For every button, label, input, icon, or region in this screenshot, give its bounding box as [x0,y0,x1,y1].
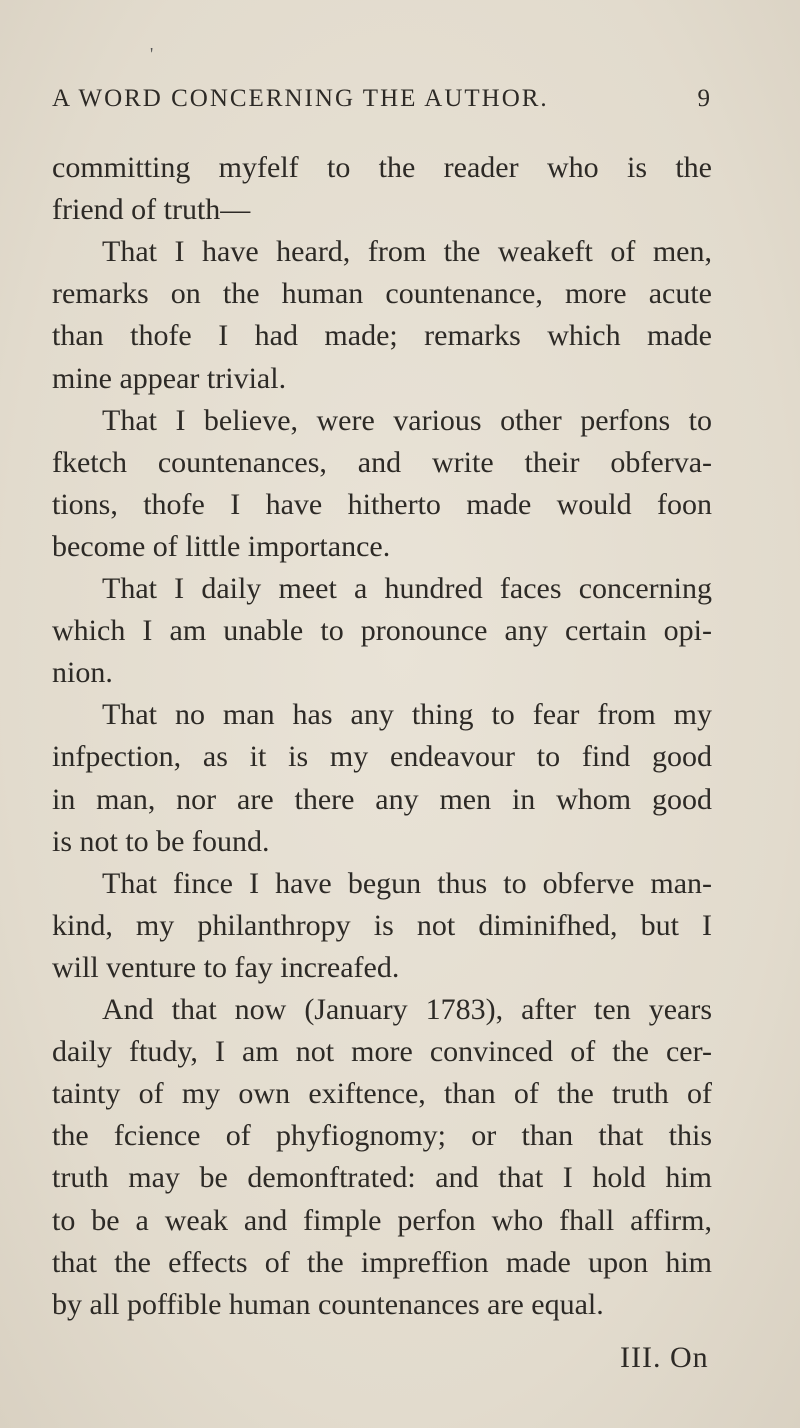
text-line: tainty of my own exiftence, than of the truth of [52,1077,712,1111]
text-line: will venture to fay increafed. [52,950,400,984]
text-line: nion. [52,656,113,690]
text-line: in man, nor are there any men in whom good [52,782,712,816]
text-line: mine appear trivial. [52,361,287,395]
text-line: tions, thofe I have hitherto made would foon [52,487,712,521]
text-line: truth may be demonftrated: and that I hold him [52,1161,712,1195]
text-line: daily ftudy, I am not more convinced of the cer- [52,1035,712,1069]
text-line: That fince I have begun thus to obferve man- [102,866,712,900]
text-line: kind, my philanthropy is not diminifhed, but I [52,908,712,942]
text-line: become of little importance. [52,529,391,563]
text-line: infpection, as it is my endeavour to find good [52,740,712,774]
text-line: fketch countenances, and write their obferva- [52,445,712,479]
text-line: committing myfelf to the reader who is the [52,151,712,184]
text-line: which I am unable to pronounce any certain opi- [52,614,712,648]
text-line: than thofe I had made; remarks which made [52,319,712,353]
text-line: is not to be found. [52,824,270,858]
text-line: That no man has any thing to fear from my [102,698,712,732]
text-line: the fcience of phyfiognomy; or than that this [52,1119,712,1153]
text-line: that the effects of the impreffion made upon him [52,1245,712,1279]
text-line: And that now (January 1783), after ten years [102,993,712,1026]
text-line: friend of truth— [52,193,251,227]
page-number: 9 [697,85,712,112]
text-line: remarks on the human countenance, more acute [52,277,712,311]
text-line: by all poffible human countenances are equal. [52,1287,604,1321]
page-mark: ' [150,44,154,64]
text-line: to be a weak and fimple perfon who fhall affirm, [52,1203,712,1237]
text-line: That I daily meet a hundred faces concerning [102,572,712,605]
catchword: III. On [620,1341,709,1374]
text-line: That I have heard, from the weakeft of men, [102,235,712,269]
running-header [52,84,712,114]
running-title: A WORD CONCERNING THE AUTHOR. [52,85,549,112]
text-line: That I believe, were various other perfons to [102,403,712,437]
